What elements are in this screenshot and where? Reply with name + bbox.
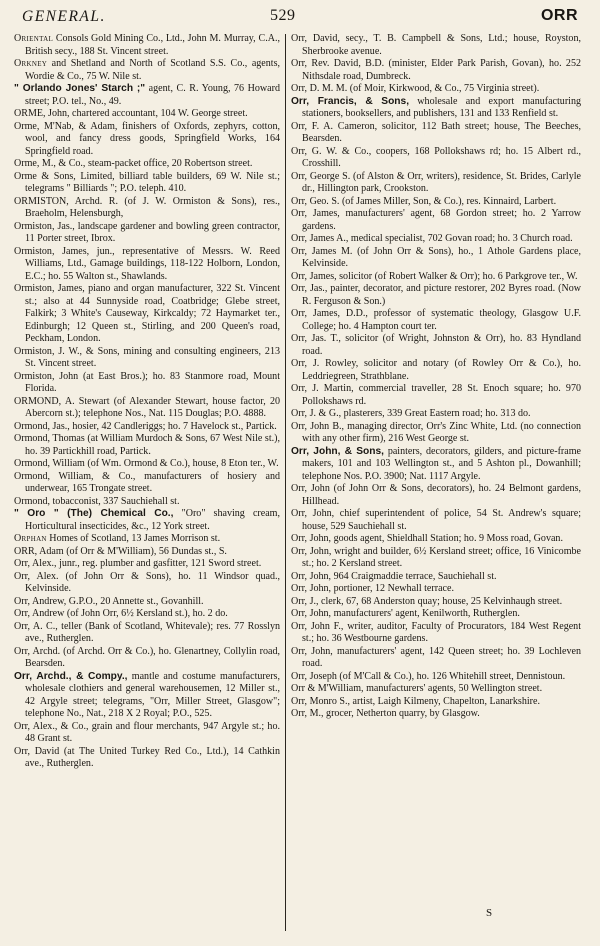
entry-details: and Shetland and North of Scotland S.S. Co., agents, Wordie & Co., 75 W. Nile st. (25, 58, 280, 82)
directory-entry (291, 446, 581, 484)
directory-entry (291, 208, 581, 233)
entry-name: Orr, (291, 145, 308, 157)
entry-name: Orr, (14, 620, 31, 632)
directory-entry (291, 421, 581, 446)
entry-details: James, solicitor (of Robert Walker & Orr); ho. 6 Parkgrove ter., W. (307, 270, 578, 282)
directory-entry (14, 196, 280, 221)
directory-entry (291, 271, 581, 284)
directory-entry (14, 533, 280, 546)
directory-entry (14, 471, 280, 496)
entry-details: John, chartered accountant, 104 W. George street. (45, 108, 248, 119)
directory-entry (14, 371, 280, 396)
directory-entry (291, 171, 581, 196)
entry-name: Orr, (291, 283, 308, 294)
directory-entry (291, 696, 581, 709)
entry-details: John (of John Orr & Sons, decorators), ho. 24 Belmont gardens, Hillhead. (302, 483, 581, 507)
entry-details: William (of Wm. Ormond & Co.), house, 8 Eton ter., W. (50, 458, 279, 469)
entry-details: Monro S., artist, Laigh Kilmeny, Chapelton, Lanarkshire. (307, 695, 540, 707)
entry-name: ORME, (14, 108, 46, 119)
entry-details: James, manufacturers' agent, 68 Gordon street; ho. 2 Yarrow gardens. (302, 208, 581, 232)
page-number: 529 (270, 7, 296, 24)
entry-details: J., clerk, 67, 68 Anderston quay; house, 25 Kelvinhaugh street. (307, 595, 563, 607)
directory-entry (291, 508, 581, 533)
entry-name: Orr, (291, 83, 308, 94)
entry-details: A. C., teller (Bank of Scotland, Whitevale); res. 77 Rosslyn ave., Rutherglen. (25, 620, 280, 644)
entry-details: Jas., painter, decorator, and picture restorer, 202 Byres road. (Now R. Ferguson & Son.) (302, 283, 581, 307)
entry-name: Orr, (291, 58, 308, 69)
entry-details: Consols Gold Mining Co., Ltd., John M. Murray, C.A., British secy., 188 St. Vincent street. (25, 33, 280, 57)
entry-details: "Oro" shaving cream, Horticultural insecticides, &c., 12 York street. (25, 508, 280, 532)
directory-entry (291, 708, 581, 721)
entry-details: Adam (of Orr & M'William), 56 Dundas st., S. (37, 545, 227, 557)
entry-name: Orr, (14, 645, 31, 657)
entry-name: Orr, (14, 570, 31, 582)
right-column (291, 33, 581, 938)
directory-entry (14, 558, 280, 571)
entry-details: J. Rowley, solicitor and notary (of Rowley Orr & Co.), ho. Leddriegreen, Strathblane. (302, 358, 581, 382)
directory-entry (14, 33, 280, 58)
directory-entry (291, 196, 581, 209)
entry-name: Ormond, (14, 458, 50, 469)
entry-details: & Sons, Limited, billiard table builders, 69 W. Nile st.; telegrams " Billiards "; P.O. teleph. 410. (25, 170, 280, 194)
entry-name: Orr, (291, 583, 308, 594)
entry-details: J. W., & Sons, mining and consulting engineers, 213 St. Vincent street. (25, 345, 280, 369)
column-divider (285, 34, 286, 931)
directory-entry (14, 396, 280, 421)
entry-details: John B., managing director, Orr's Zinc White, Ltd. (no connection with any other firm), 216 West George st. (302, 420, 581, 444)
entry-details: John, wright and builder, 6½ Kersland street; office, 16 Vinicombe st.; ho. 2 Kersland street. (302, 545, 581, 569)
entry-name: Orr, (291, 33, 308, 44)
section-title: GENERAL. (22, 8, 106, 25)
entry-details: John, manufacturers' agent, Kenilworth, Rutherglen. (307, 608, 520, 619)
entry-details: mantle and costume manufacturers, wholesale clothiers and general warehousemen, 12 Miller st., 42 Argyle street; telegrams, "Orr, Miller Street, Glasgow"; telephone No., Nat., 218 X 2 Royal; P.O., 525. (25, 670, 280, 719)
directory-entry (291, 596, 581, 609)
directory-entry (14, 571, 280, 596)
entry-details: James, D.D., professor of systematic theology, Glasgow U.F. College; ho. 4 Hampton court ter. (302, 308, 581, 332)
entry-details: G. W. & Co., coopers, 168 Pollokshaws rd; ho. 15 Albert rd., Crosshill. (302, 145, 581, 169)
entry-name: Orr, (291, 620, 308, 632)
entry-name: Orr, (14, 608, 31, 619)
entry-name: " Orlando Jones' Starch ;" (14, 83, 146, 94)
entry-details: M'Nab, & Adam, finishers of Oxfords, zephyrs, cotton, wool, and fancy dress goods, Springfield Works, 164 Springfield road. (25, 120, 280, 157)
entry-name: Orr, (14, 720, 31, 732)
entry-name: Orr, (291, 195, 308, 207)
entry-details: David, secy., T. B. Campbell & Sons, Ltd.; house, Royston, Sherbrooke avenue. (302, 33, 581, 57)
entry-details: Homes of Scotland, 13 James Morrison st. (46, 533, 221, 544)
entry-details: J. Martin, commercial traveller, 28 St. Enoch square; ho. 970 Pollokshaws rd. (302, 383, 581, 407)
directory-entry (14, 458, 280, 471)
entry-name: Orr (291, 683, 305, 694)
directory-entry (291, 583, 581, 596)
directory-entry (291, 121, 581, 146)
entry-name: Orr, (291, 233, 308, 244)
directory-entry (14, 346, 280, 371)
directory-entry (291, 608, 581, 621)
entry-name: Orr, Archd., & Compy., (14, 670, 128, 682)
entry-name: Orr, (291, 608, 308, 619)
directory-entry (291, 383, 581, 408)
entry-details: David (at The United Turkey Red Co., Ltd.), 14 Cathkin ave., Rutherglen. (25, 745, 280, 769)
entry-details: M., & Co., steam-packet office, 20 Robertson street. (39, 158, 253, 169)
entry-name: Orr, (14, 745, 31, 757)
entry-name: ORMOND, (14, 395, 62, 407)
entry-name: " Oro " (The) Chemical Co., (14, 508, 174, 519)
entry-name: Orr, (291, 120, 308, 132)
entry-name: ORR, (14, 545, 38, 557)
entry-name: Orr, (291, 308, 308, 319)
entry-details: John, chief superintendent of police, 54 St. Andrew's square; house, 529 Sauchiehall st. (302, 508, 581, 532)
entry-name: Orr, (291, 508, 308, 519)
entry-name: Orr, (291, 708, 308, 719)
entry-details: M., grocer, Netherton quarry, by Glasgow. (307, 708, 480, 719)
directory-entry (14, 158, 280, 171)
entry-details: James M. (of John Orr & Sons), ho., 1 Athole Gardens place, Kelvinside. (302, 245, 581, 269)
entry-name: Orr, (291, 695, 308, 707)
directory-entry (14, 546, 280, 559)
running-head: ORR (540, 7, 578, 24)
entry-details: tobacconist, 337 Sauchiehall st. (50, 495, 180, 507)
entry-details: Alex., junr., reg. plumber and gasfitter, 121 Sword street. (30, 558, 262, 569)
directory-entry (291, 333, 581, 358)
directory-entry (14, 496, 280, 509)
directory-entry (14, 721, 280, 746)
directory-entry (291, 546, 581, 571)
entry-details: James A., medical specialist, 702 Govan road; ho. 3 Church road. (307, 233, 573, 244)
directory-entry (14, 746, 280, 771)
entry-details: Jas., landscape gardener and bowling green contractor, 11 Porter street, Ibrox. (25, 220, 280, 244)
entry-name: Ormiston, (14, 370, 55, 382)
entry-details: Archd. R. (of J. W. Ormiston & Sons), res., Braeholm, Helensburgh, (25, 195, 280, 219)
entry-name: Orr, Francis, & Sons, (291, 95, 410, 107)
entry-details: John F., writer, auditor, Faculty of Procurators, 184 West Regent st.; ho. 36 Westbourne gardens. (302, 620, 581, 644)
entry-name: Orr, (291, 383, 308, 394)
directory-entry (14, 671, 280, 721)
directory-entry (14, 421, 280, 434)
entry-name: Oriental (14, 33, 54, 44)
entry-details: Thomas (at William Murdoch & Sons, 67 West Nile st.), ho. 39 Partickhill road, Partick. (25, 433, 280, 457)
directory-entry (291, 33, 581, 58)
entry-details: Archd. (of Archd. Orr & Co.), ho. Glenartney, Collylin road, Bearsden. (25, 645, 280, 669)
entry-name: Orr, (291, 483, 308, 494)
page-header (0, 0, 600, 32)
entry-name: Orr, (291, 333, 308, 344)
directory-entry (14, 83, 280, 108)
entry-details: John, portioner, 12 Newhall terrace. (307, 583, 454, 594)
entry-details: F. A. Cameron, solicitor, 112 Bath street; house, The Beeches, Bearsden. (302, 120, 581, 144)
directory-entry (14, 433, 280, 458)
entry-name: Ormiston, (14, 345, 55, 357)
entry-name: Ormiston, (14, 245, 55, 257)
directory-entry (291, 646, 581, 671)
directory-entry (291, 246, 581, 271)
directory-entry (291, 671, 581, 684)
entry-details: agent, C. R. Young, 76 Howard street; P.O. tel., No., 49. (25, 83, 280, 107)
entry-details: J. & G., plasterers, 339 Great Eastern road; ho. 313 do. (307, 408, 531, 419)
entry-name: Orr, (291, 408, 308, 419)
entry-name: Orme, (14, 158, 40, 169)
entry-details: D. M. M. (of Moir, Kirkwood, & Co., 75 Virginia street). (307, 83, 540, 94)
entry-details: Andrew, G.P.O., 20 Annette st., Govanhill. (30, 595, 204, 607)
entry-details: George S. (of Alston & Orr, writers), residence, St. Brides, Carlyle dr., Hillington park, Crookston. (302, 170, 581, 194)
entry-name: Orr, (291, 570, 308, 582)
entry-name: Orr, (291, 545, 308, 557)
entry-details: & M'William, manufacturers' agents, 50 Wellington street. (304, 683, 543, 694)
entry-name: Ormond, (14, 470, 50, 482)
directory-entry (291, 571, 581, 584)
left-column (14, 33, 280, 938)
directory-entry (291, 683, 581, 696)
entry-name: Orr, (14, 595, 31, 607)
directory-entry (291, 96, 581, 121)
entry-name: Orr, (291, 595, 308, 607)
entry-details: Alex., & Co., grain and flour merchants, 947 Argyle st.; ho. 48 Grant st. (25, 720, 280, 744)
entry-name: Orme (14, 170, 37, 182)
directory-entry (291, 146, 581, 171)
directory-entry (14, 171, 280, 196)
directory-entry (291, 621, 581, 646)
entry-name: Orme, (14, 120, 40, 132)
directory-entry (291, 233, 581, 246)
entry-name: Orr, (291, 645, 308, 657)
directory-entry (14, 246, 280, 284)
entry-name: Ormond, (14, 495, 50, 507)
directory-entry (14, 596, 280, 609)
directory-entry (14, 283, 280, 346)
entry-name: Orr, (291, 533, 308, 544)
footer-mark: S (486, 907, 493, 919)
directory-entry (14, 646, 280, 671)
entry-name: Orr, (291, 170, 308, 182)
entry-name: Orr, (291, 245, 308, 257)
entry-name: Orphan (14, 533, 47, 544)
directory-entry (291, 83, 581, 96)
entry-details: Geo. S. (of James Miller, Son, & Co.), res. Kinnaird, Larbert. (307, 195, 557, 207)
entry-details: John (at East Bros.); ho. 83 Stanmore road, Mount Florida. (25, 370, 280, 394)
directory-entry (14, 508, 280, 533)
entry-name: Orr, (14, 558, 31, 569)
entry-name: Orkney (14, 58, 48, 69)
entry-details: John, 964 Craigmaddie terrace, Sauchiehall st. (307, 570, 497, 582)
entry-name: Ormond, (14, 420, 50, 432)
entry-details: painters, decorators, gilders, and picture-frame makers, 101 and 103 Wellington st., and 5 Ashton pl., Dowanhill; telephone Nos. P.O. 3900; Nat. 1117 Argyle. (302, 445, 581, 482)
entry-details: John, manufacturers' agent, 142 Queen street; ho. 39 Lochleven road. (302, 645, 581, 669)
entry-details: William, & Co., manufacturers of hosiery and underwear, 165 Trongate street. (25, 470, 280, 494)
entry-details: Andrew (of John Orr, 6½ Kersland st.), ho. 2 do. (30, 608, 228, 619)
directory-entry (291, 308, 581, 333)
directory-entry (14, 58, 280, 83)
entry-name: ORMISTON, (14, 195, 69, 207)
entry-name: Orr, (291, 270, 308, 282)
entry-details: James, piano and organ manufacturer, 322 St. Vincent st.; also at 44 Sunnyside road, Coatbridge; Glebe street, Falkirk; 3 White's Causeway, Kirkcaldy; 72 Haymarket ter., Edinburgh; 12 Queen st., Stirling, and 200 Queen's road, Peckham, London. (25, 283, 280, 344)
entry-details: Rev. David, B.D. (minister, Elder Park Parish, Govan), ho. 252 Nithsdale road, Dumbreck. (302, 58, 581, 82)
directory-entry (14, 121, 280, 159)
entry-details: Joseph (of M'Call & Co.), ho. 126 Whitehill street, Dennistoun. (307, 670, 566, 682)
entry-details: James, jun., representative of Messrs. W. Reed Williams, Ltd., Gamage buildings, 118-122 Holborn, London, E.C.; ho. 55 Walton st., Shawlands. (25, 245, 280, 282)
entry-details: Jas., hosier, 42 Candleriggs; ho. 7 Havelock st., Partick. (50, 420, 277, 432)
entry-details: wholesale and export manufacturing stationers, booksellers, and publishers, 131 and 133 Renfield st. (302, 95, 581, 119)
directory-entry (291, 358, 581, 383)
entry-name: Orr, John, & Sons, (291, 445, 384, 457)
directory-entry (291, 408, 581, 421)
entry-name: Orr, (291, 358, 308, 369)
directory-entry (291, 533, 581, 546)
directory-entry (14, 108, 280, 121)
directory-entry (14, 221, 280, 246)
directory-entry (291, 58, 581, 83)
directory-entry (291, 283, 581, 308)
entry-details: Alex. (of John Orr & Sons), ho. 11 Windsor quad., Kelvinside. (25, 570, 280, 594)
entry-name: Ormiston, (14, 220, 55, 232)
entry-name: Orr, (291, 208, 308, 219)
directory-entry (14, 608, 280, 621)
entry-details: John, goods agent, Shieldhall Station; ho. 9 Moss road, Govan. (307, 533, 563, 544)
entry-details: A. Stewart (of Alexander Stewart, house factor, 20 Abercorn st.); telephone Nos., Nat. 115 Douglas; P.O. 4888. (25, 395, 280, 419)
directory-entry (14, 621, 280, 646)
entry-name: Ormond, (14, 433, 50, 444)
entry-name: Ormiston, (14, 283, 55, 294)
entry-name: Orr, (291, 670, 308, 682)
entry-name: Orr, (291, 420, 308, 432)
directory-entry (291, 483, 581, 508)
entry-details: Jas. T., solicitor (of Wright, Johnston & Orr), ho. 83 Hyndland road. (302, 333, 581, 357)
